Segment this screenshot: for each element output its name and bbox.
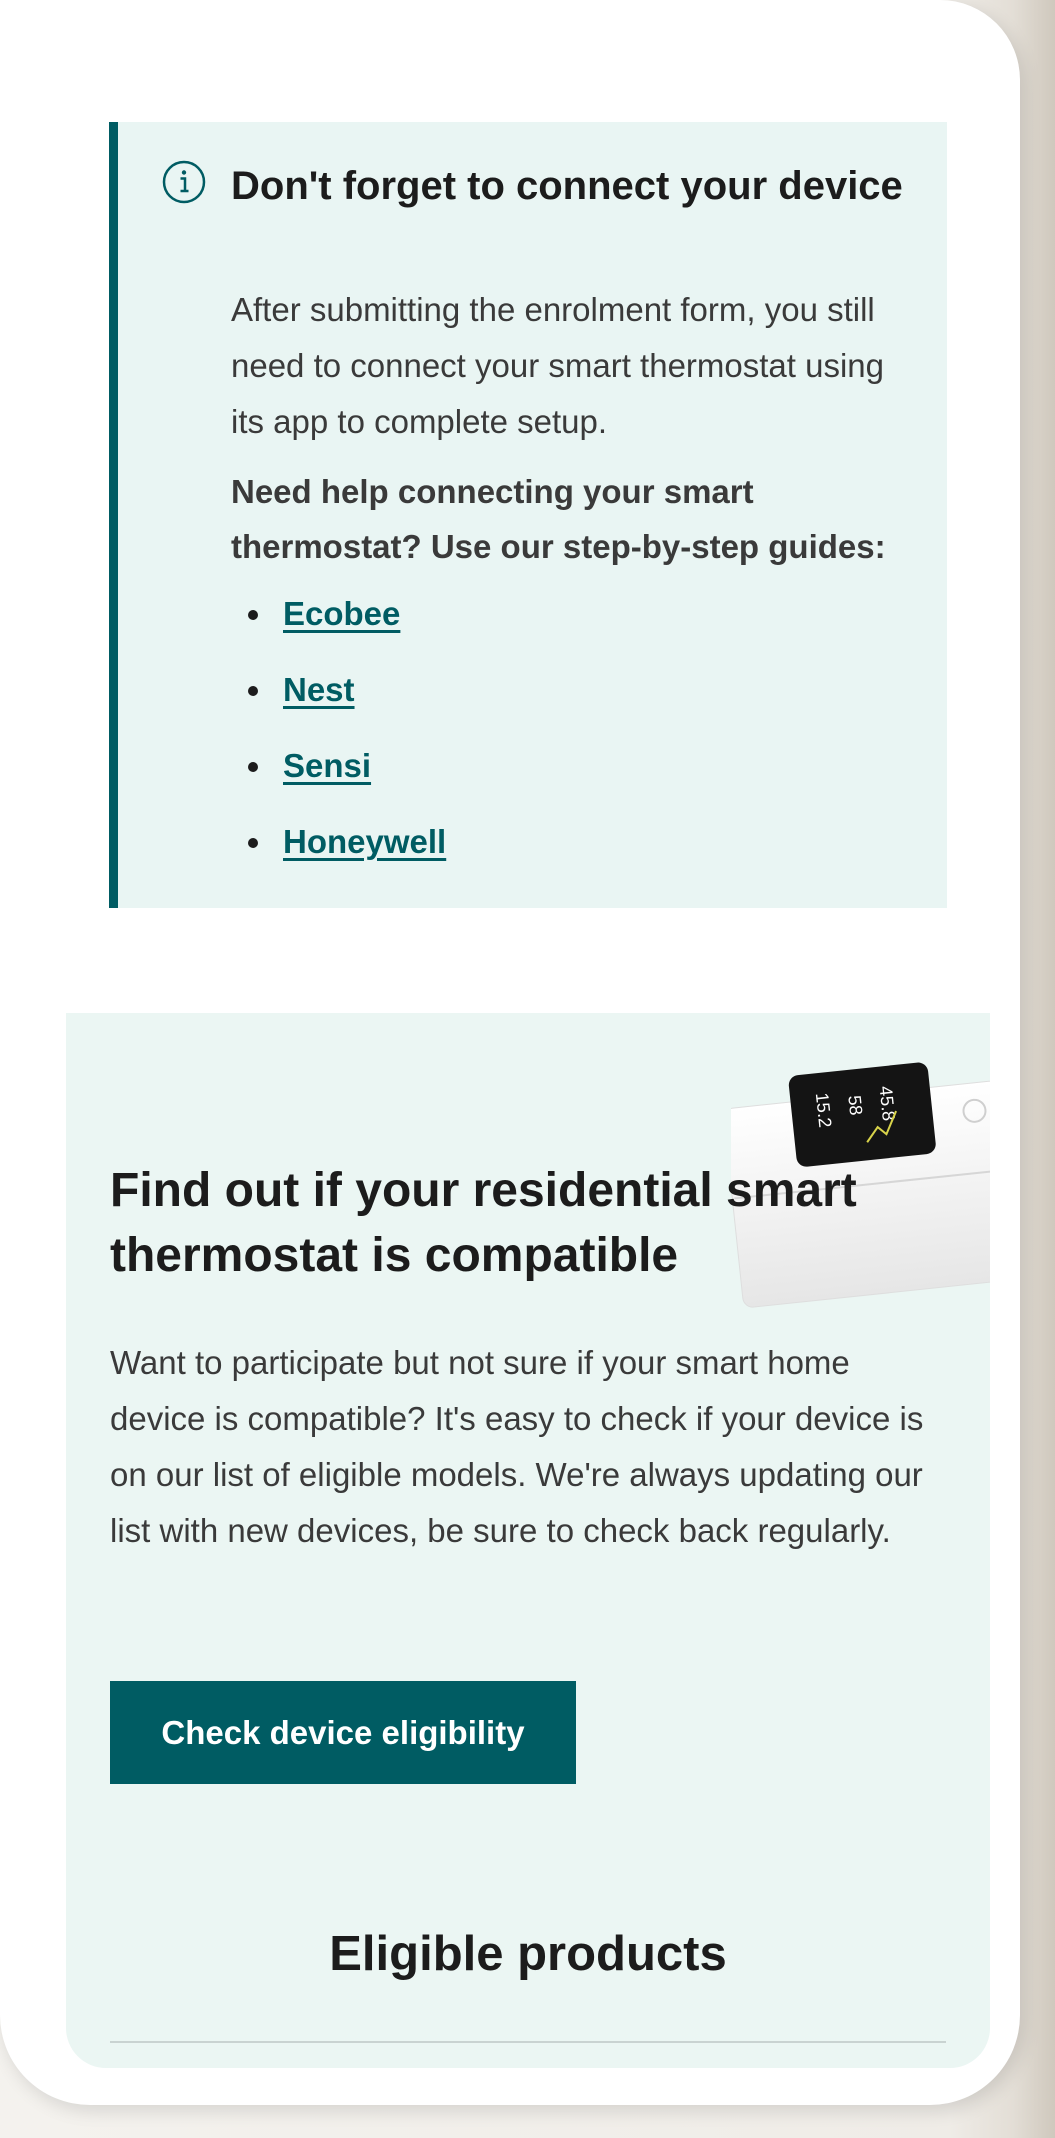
- guide-link-nest[interactable]: Nest: [283, 671, 355, 708]
- guide-list: [231, 592, 446, 896]
- display-temp-right: 15.2: [811, 1091, 836, 1129]
- guide-link-ecobee[interactable]: Ecobee: [283, 595, 401, 632]
- callout-help-text: Need help connecting your smart thermostat? Use our step-by-step guides:: [231, 473, 886, 565]
- callout-title: Don't forget to connect your device: [231, 164, 903, 208]
- display-temp-mid: 58: [844, 1094, 867, 1117]
- eligible-products-title: Eligible products: [329, 1927, 727, 1981]
- callout-text: After submitting the enrolment form, you still need to connect your smart thermostat using its app to complete setup.: [231, 291, 885, 440]
- guide-item-sensi: [283, 744, 446, 820]
- connect-device-callout: [109, 122, 947, 908]
- guide-item-nest: [283, 668, 446, 744]
- display-temp-left: 45.8: [875, 1084, 900, 1122]
- compatibility-section: [66, 1013, 990, 2068]
- guide-item-ecobee: [283, 592, 446, 668]
- compatibility-text: Want to participate but not sure if your smart home device is compatible? It's easy to check if your device is on our list of eligible models. We're always updating our list with new devices, be sure to check back regularly.: [110, 1344, 924, 1549]
- divider: [110, 2041, 946, 2043]
- info-icon: [162, 160, 206, 204]
- compatibility-title: Find out if your residential smart thermostat is compatible: [110, 1164, 857, 1282]
- guide-link-honeywell[interactable]: Honeywell: [283, 823, 447, 860]
- check-eligibility-button[interactable]: Check device eligibility: [110, 1681, 576, 1784]
- guide-item-honeywell: [283, 820, 446, 896]
- guide-link-sensi[interactable]: Sensi: [283, 747, 372, 784]
